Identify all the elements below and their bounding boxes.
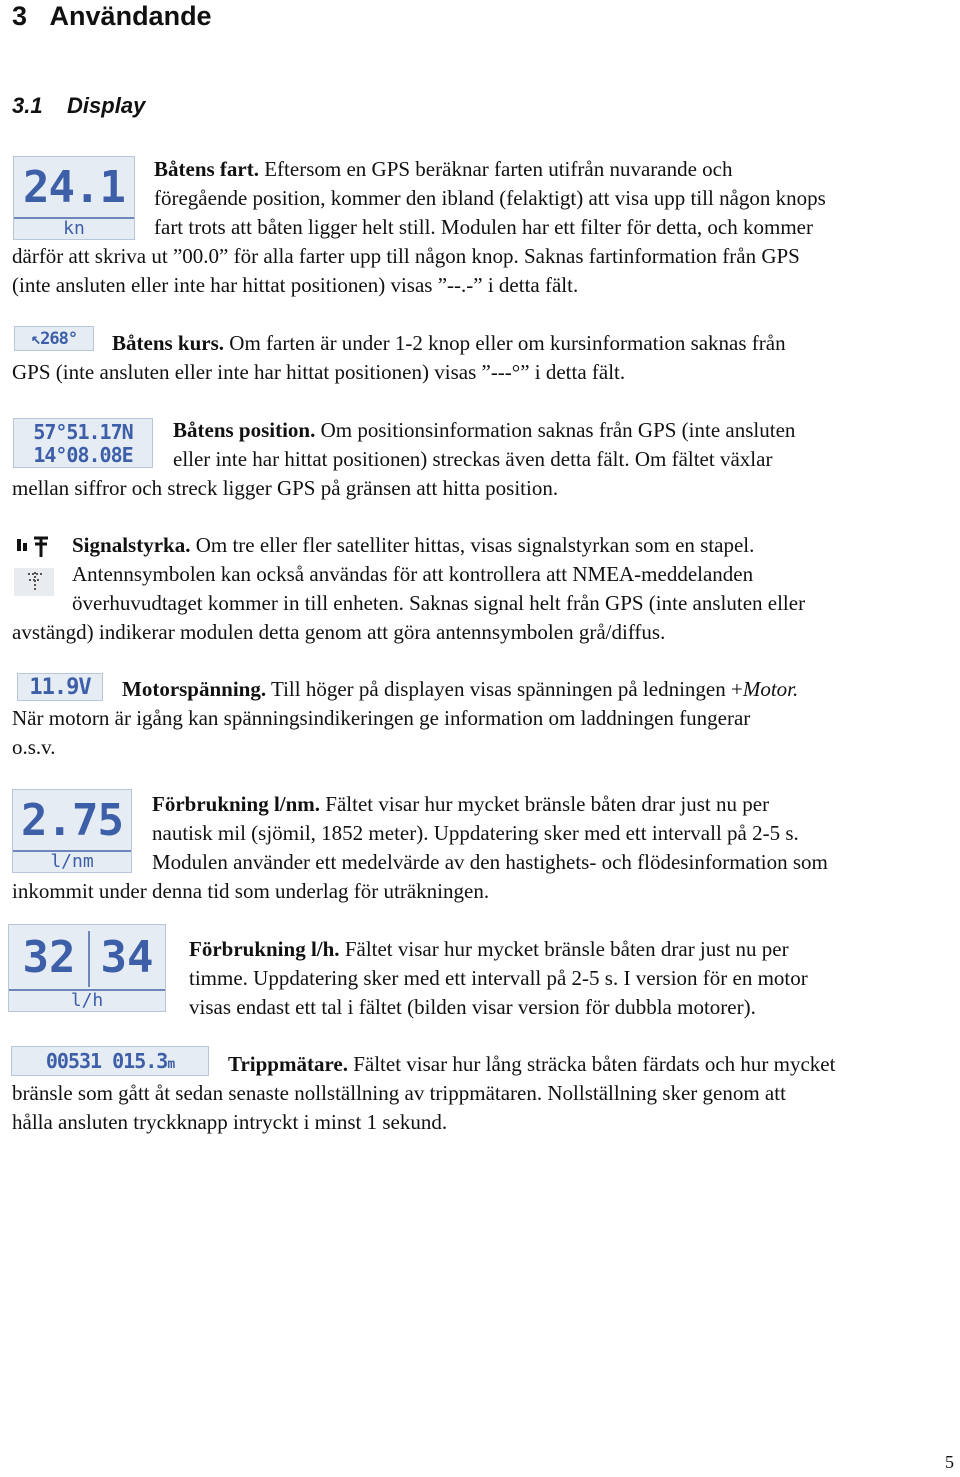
signal-line: Antennsymbolen kan också användas för att kontrollera att NMEA-meddelanden <box>72 562 754 586</box>
speed-line: därför att skriva ut ”00.0” för alla farter upp till någon knop. Saknas fartinformation från GPS <box>12 244 800 268</box>
chapter-number: 3 <box>12 1 28 31</box>
voltage-lcd-value: 11.9V <box>29 675 91 700</box>
trip-lcd-unit: m <box>167 1057 175 1072</box>
consumption-h-title: Förbrukning l/h. <box>189 937 340 961</box>
position-lcd-lon: 14°08.08E <box>33 443 133 467</box>
course-line: Om farten är under 1-2 knop eller om kursinformation saknas från <box>229 331 786 355</box>
section-heading <box>12 92 145 120</box>
position-paragraph <box>12 416 958 503</box>
section-number: 3.1 <box>12 93 43 118</box>
speed-lcd-value: 24.1 <box>23 162 125 213</box>
consumption-h-paragraph <box>12 932 958 1022</box>
consumption-nm-paragraph <box>12 790 958 906</box>
trip-title: Trippmätare. <box>228 1052 348 1076</box>
voltage-motor-italic: Motor. <box>742 677 799 701</box>
chapter-heading <box>12 0 212 32</box>
consumption-h-lcd-right: 34 <box>100 932 154 983</box>
consumption-nm-title: Förbrukning l/nm. <box>152 792 321 816</box>
position-line: mellan siffror och streck ligger GPS på gränsen att hitta position. <box>12 476 559 500</box>
signal-paragraph <box>12 531 958 647</box>
trip-paragraph <box>12 1050 958 1137</box>
speed-line: föregående position, kommer den ibland (felaktigt) att visa upp till någon knops <box>154 186 826 210</box>
consumption-nm-lcd-value: 2.75 <box>21 795 123 846</box>
speed-line: Eftersom en GPS beräknar farten utifrån nuvarande och <box>264 157 733 181</box>
section-title: Display <box>67 93 146 118</box>
voltage-line: Till höger på displayen visas spänningen på ledningen + <box>270 677 743 701</box>
consumption-nm-line: nautisk mil (sjömil, 1852 meter). Uppdatering sker med ett intervall på 2-5 s. <box>152 821 799 845</box>
course-title: Båtens kurs. <box>112 331 225 355</box>
consumption-h-line: Fältet visar hur mycket bränsle båten drar just nu per <box>344 937 789 961</box>
consumption-nm-lcd-unit: l/nm <box>13 850 131 872</box>
course-line: GPS (inte ansluten eller inte har hittat positionen) visas ”---°” i detta fält. <box>12 360 626 384</box>
consumption-nm-line: inkommit under denna tid som underlag för uträkningen. <box>12 879 490 903</box>
voltage-line: När motorn är igång kan spänningsindikeringen ge information om laddningen fungerar <box>12 706 751 730</box>
trip-line: hålla ansluten tryckknapp intryckt i minst 1 sekund. <box>12 1110 448 1134</box>
page-number: 5 <box>945 1452 954 1472</box>
signal-title: Signalstyrka. <box>72 533 191 557</box>
voltage-title: Motorspänning. <box>122 677 267 701</box>
position-lcd-lat: 57°51.17N <box>33 420 133 444</box>
trip-lcd-number: 00531 015.3 <box>45 1049 168 1073</box>
signal-line: Om tre eller fler satelliter hittas, visas signalstyrkan som en stapel. <box>195 533 755 557</box>
signal-line: överhuvudtaget kommer in till enheten. Saknas signal helt från GPS (inte ansluten eller <box>72 591 806 615</box>
course-lcd-value: ↖268° <box>30 329 78 349</box>
speed-title: Båtens fart. <box>154 157 259 181</box>
consumption-h-lcd-left: 32 <box>22 932 76 983</box>
consumption-nm-line: Modulen använder ett medelvärde av den hastighets- och flödesinformation som <box>152 850 828 874</box>
voltage-paragraph <box>12 675 958 762</box>
speed-line: (inte ansluten eller inte har hittat positionen) visas ”--.-” i detta fält. <box>12 273 579 297</box>
speed-lcd-unit: kn <box>14 217 134 239</box>
speed-paragraph <box>12 155 958 300</box>
signal-line: avstängd) indikerar modulen detta genom att göra antennsymbolen grå/diffus. <box>12 620 666 644</box>
speed-line: fart trots att båten ligger helt still. Modulen har ett filter för detta, och kommer <box>154 215 813 239</box>
position-title: Båtens position. <box>173 418 316 442</box>
consumption-nm-line: Fältet visar hur mycket bränsle båten drar just nu per <box>325 792 770 816</box>
course-paragraph <box>12 329 958 387</box>
trip-line: bränsle som gått åt sedan senaste nollställning av trippmätaren. Nollställning sker genom att <box>12 1081 786 1105</box>
position-line: Om positionsinformation saknas från GPS (inte ansluten <box>320 418 796 442</box>
consumption-h-line: visas endast ett tal i fältet (bilden visar version för dubbla motorer). <box>189 995 756 1019</box>
voltage-line: o.s.v. <box>12 735 56 759</box>
chapter-title: Användande <box>49 1 212 31</box>
position-line: eller inte har hittat positionen) streckas även detta fält. Om fältet växlar <box>173 447 773 471</box>
consumption-h-line: timme. Uppdatering sker med ett intervall på 2-5 s. I version för en motor <box>189 966 808 990</box>
trip-line: Fältet visar hur lång sträcka båten färdats och hur mycket <box>353 1052 836 1076</box>
consumption-h-lcd-unit: l/h <box>9 989 165 1011</box>
